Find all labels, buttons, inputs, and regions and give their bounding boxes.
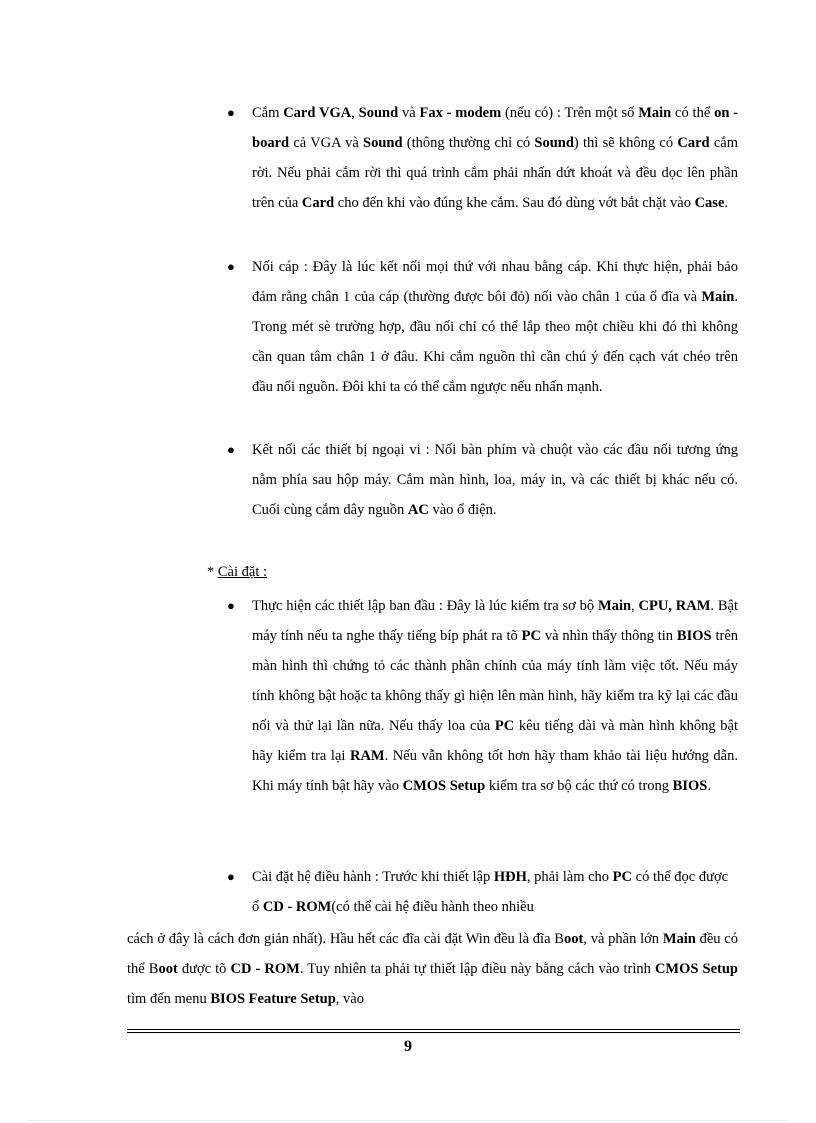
bold-term: Main: [662, 931, 696, 947]
bold-term: PC: [612, 869, 633, 885]
bullet-item-initial-setup: [227, 591, 739, 801]
text-run: .: [707, 778, 711, 794]
bold-term: CD - ROM: [262, 899, 332, 915]
text-run: tìm đến menu: [127, 991, 211, 1007]
bullet-dot-icon: ●: [227, 259, 235, 274]
bold-term: CD - ROM: [230, 961, 300, 977]
text-run: kêu tiếng dài và màn hình không bật hãy kiểm tra lại: [252, 718, 738, 764]
footer-rule-bottom: [127, 1032, 740, 1033]
heading-label: Cài đặt :: [217, 564, 268, 580]
bullet-item-peripherals: [227, 435, 738, 525]
bold-term: BIOS: [676, 628, 712, 644]
paragraph-text: [252, 105, 738, 211]
bold-term: HĐH: [493, 869, 527, 885]
bold-term: Card: [677, 135, 710, 151]
text-run: ) thì sẽ không có: [573, 135, 678, 151]
bold-term: CMOS Setup: [402, 778, 486, 794]
bold-term: BIOS Feature Setup: [210, 991, 336, 1007]
text-run: Cắm: [252, 105, 284, 121]
text-run: (thông thường chỉ có: [402, 135, 535, 151]
bold-term: CMOS Setup: [654, 961, 738, 977]
bold-term: Sound: [363, 135, 403, 151]
bold-term: Case: [694, 195, 725, 211]
bold-term: Main: [638, 105, 672, 121]
bullet-dot-icon: ●: [227, 442, 235, 457]
bold-term: Sound: [534, 135, 574, 151]
text-run: và nhìn thấy thông tin: [540, 628, 677, 644]
bold-term: Card VGA: [283, 105, 352, 121]
paragraph-text: [252, 869, 728, 915]
text-run: Kết nối các thiết bị ngoại vi : Nối bàn phím và chuột vào các đầu nối tương ứng nằm phía sau hộp máy. Cắm màn hình, loa, máy in, và các thiết bị khác nếu có. Cuối cùng cắm dây nguồn: [252, 442, 738, 518]
text-run: (có thể cài hệ điều hành theo nhiều: [331, 899, 534, 915]
text-run: (nếu có) : Trên một số: [501, 105, 639, 121]
text-run: cả VGA và: [289, 135, 364, 151]
paragraph-text: [252, 598, 738, 794]
text-run: , vào: [335, 991, 364, 1007]
page-edge-dotted-line: [28, 1120, 788, 1121]
bold-term: Sound: [358, 105, 399, 121]
page-number: 9: [404, 1038, 412, 1055]
bullet-item-card-install: [227, 98, 739, 218]
bold-term: oot: [563, 931, 584, 947]
text-run: Cài đặt hệ điều hành : Trước khi thiết lập: [252, 869, 494, 885]
text-run: kiểm tra sơ bộ các thứ có trong: [485, 778, 673, 794]
bullet-item-cable-connect: [227, 252, 738, 402]
bold-term: on - board: [252, 105, 739, 151]
text-run: vào ổ điện.: [428, 502, 497, 518]
text-run: có thể: [671, 105, 715, 121]
section-heading-install: [207, 557, 267, 587]
paragraph-text: [252, 442, 738, 518]
text-run: . Tuy nhiên ta phải tự thiết lập điều này bằng cách vào trình: [299, 961, 655, 977]
text-run: có thể đọc được ổ: [252, 869, 729, 915]
bullet-dot-icon: ●: [227, 105, 235, 120]
text-run: đều có thể B: [127, 931, 738, 977]
text-run: Thực hiện các thiết lập ban đầu : Đây là lúc kiểm tra sơ bộ: [252, 598, 599, 614]
footer-rule-top: [127, 1029, 740, 1030]
bold-term: oot: [158, 961, 178, 977]
continuation-paragraph: [127, 924, 738, 1014]
bullet-dot-icon: ●: [227, 869, 235, 884]
bold-term: AC: [407, 502, 429, 518]
bold-term: BIOS: [672, 778, 708, 794]
bold-term: Main: [598, 598, 632, 614]
text-run: cách ở đây là cách đơn giản nhất). Hầu hết các đĩa cài đặt Win đều là đĩa B: [127, 931, 564, 947]
bullet-dot-icon: ●: [227, 598, 235, 613]
text-run: cắm rời. Nếu phải cắm rời thì quá trình cắm phải nhấn dứt khoát và đều dọc lên phần trên của: [252, 135, 739, 211]
text-run: .: [724, 195, 729, 211]
heading-prefix: *: [207, 564, 218, 580]
text-run: ,: [631, 598, 639, 614]
bold-term: Main: [701, 289, 735, 305]
text-run: , phải làm cho: [526, 869, 613, 885]
paragraph-text: [127, 931, 738, 1007]
bold-term: PC: [494, 718, 515, 734]
bold-term: Fax - modem: [419, 105, 502, 121]
bullet-item-os-install: [227, 862, 738, 922]
bold-term: PC: [521, 628, 541, 644]
bold-term: CPU, RAM: [638, 598, 711, 614]
text-run: . Bật máy tính nếu ta nghe thấy tiếng bíp phát ra tõ: [252, 598, 739, 644]
bold-term: Card: [301, 195, 335, 211]
text-run: và: [398, 105, 420, 121]
text-run: được tõ: [177, 961, 231, 977]
text-run: cho đến khi vào đúng khe cắm. Sau đó dùng vớt bắt chặt vào: [334, 195, 695, 211]
paragraph-text: [252, 259, 738, 395]
text-run: . Trong mét sè trường hợp, đầu nối chỉ có thể lắp theo một chiều khi đó thì không cần quan tâm chân 1 ở đâu. Khi cắm nguồn thì cần chú ý đến cạch vát chéo trên đầu nối nguồn. Đôi khi ta có thể cắm ngược nếu nhấn mạnh.: [252, 289, 738, 395]
text-run: ,: [351, 105, 359, 121]
text-run: trên màn hình thì chứng tỏ các thành phần chính của máy tính làm việc tốt. Nếu máy tính không bật hoặc ta không thấy gì hiện lên màn hình, hãy kiểm tra kỹ lại các đầu nối và thử lại lần nữa. Nếu thấy loa của: [252, 628, 739, 734]
text-run: , và phần lớn: [583, 931, 663, 947]
text-run: Nối cáp : Đây là lúc kết nối mọi thứ với nhau bằng cáp. Khi thực hiện, phải bảo đảm rằng chân 1 của cáp (thường được bôi đỏ) nối vào chân 1 của ổ đĩa và: [252, 259, 738, 305]
text-run: . Nếu vẫn không tốt hơn hãy tham khảo tài liệu hướng dẫn. Khi máy tính bật hãy vào: [252, 748, 738, 794]
bold-term: RAM: [349, 748, 385, 764]
